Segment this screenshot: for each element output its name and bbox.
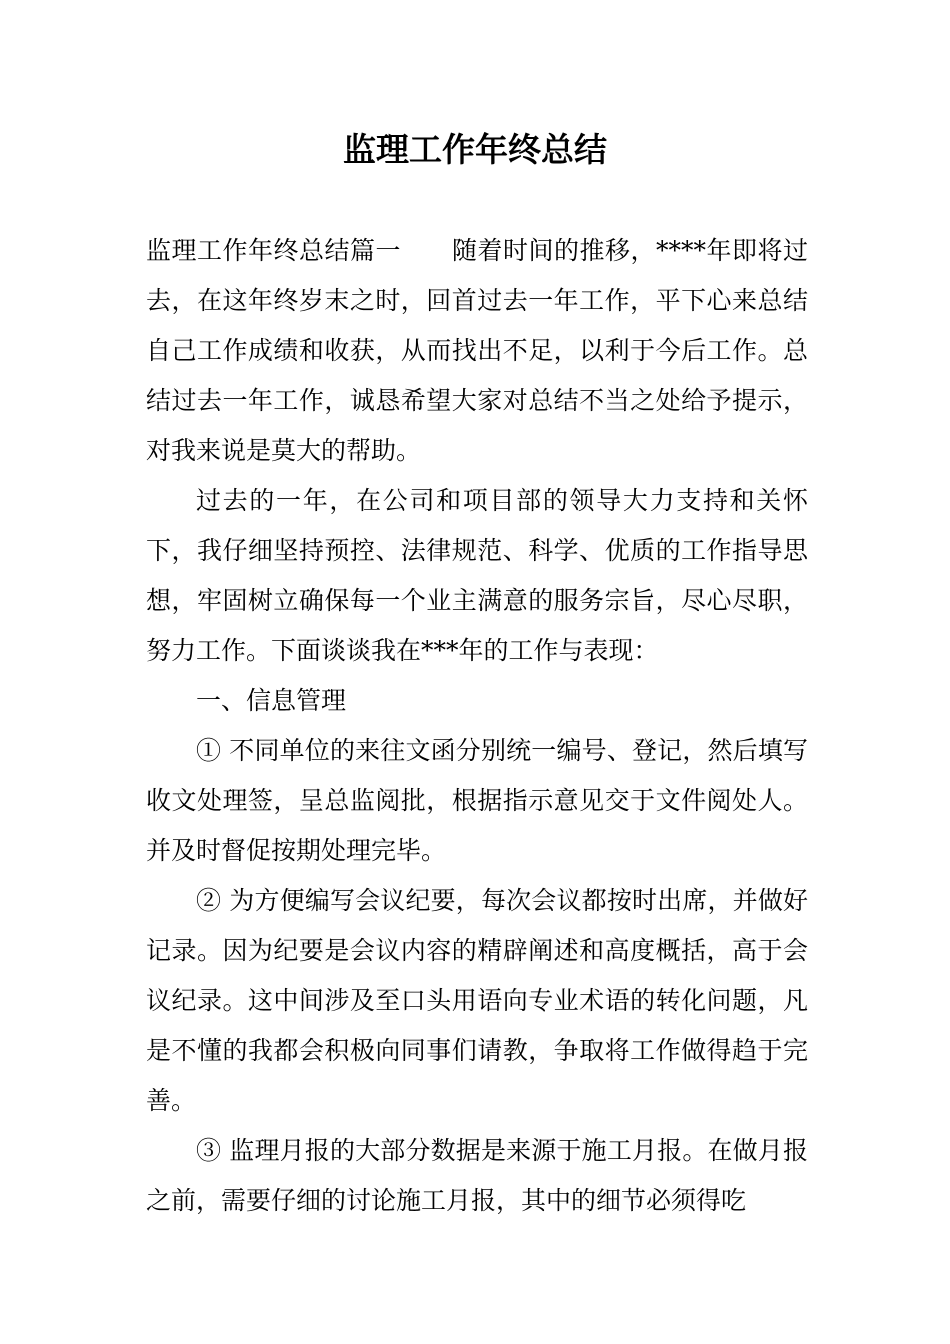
section-heading-info-management: 一、信息管理	[196, 686, 347, 715]
document-title: 监理工作年终总结	[343, 130, 607, 169]
paragraph-item-2: ② 为方便编写会议纪要，每次会议都按时出席，并做好记录。因为纪要是会议内容的精辟阐述和高度概括，高于会议纪录。这中间涉及至口头用语向专业术语的转化问题，凡是不懂的我都会积极向同事们请教，争取将工作做得趋于完善。	[146, 886, 808, 1115]
paragraph-item-1: ① 不同单位的来往文函分别统一编号、登记，然后填写收文处理签，呈总监阅批，根据指示意见交于文件阅处人。并及时督促按期处理完毕。	[146, 736, 808, 865]
paragraph-intro: 监理工作年终总结篇一 随着时间的推移，****年即将过去，在这年终岁末之时，回首过去一年工作，平下心来总结自己工作成绩和收获，从而找出不足，以利于今后工作。总结过去一年工作，诚恳希望大家对总结不当之处给予提示，对我来说是莫大的帮助。	[146, 236, 808, 465]
paragraph-overview: 过去的一年，在公司和项目部的领导大力支持和关怀下，我仔细坚持预控、法律规范、科学、优质的工作指导思想，牢固树立确保每一个业主满意的服务宗旨，尽心尽职，努力工作。下面谈谈我在***年的工作与表现：	[146, 486, 808, 665]
paragraph-item-3: ③ 监理月报的大部分数据是来源于施工月报。在做月报之前，需要仔细的讨论施工月报，其中的细节必须得吃	[146, 1136, 808, 1215]
document-body	[146, 226, 808, 1226]
